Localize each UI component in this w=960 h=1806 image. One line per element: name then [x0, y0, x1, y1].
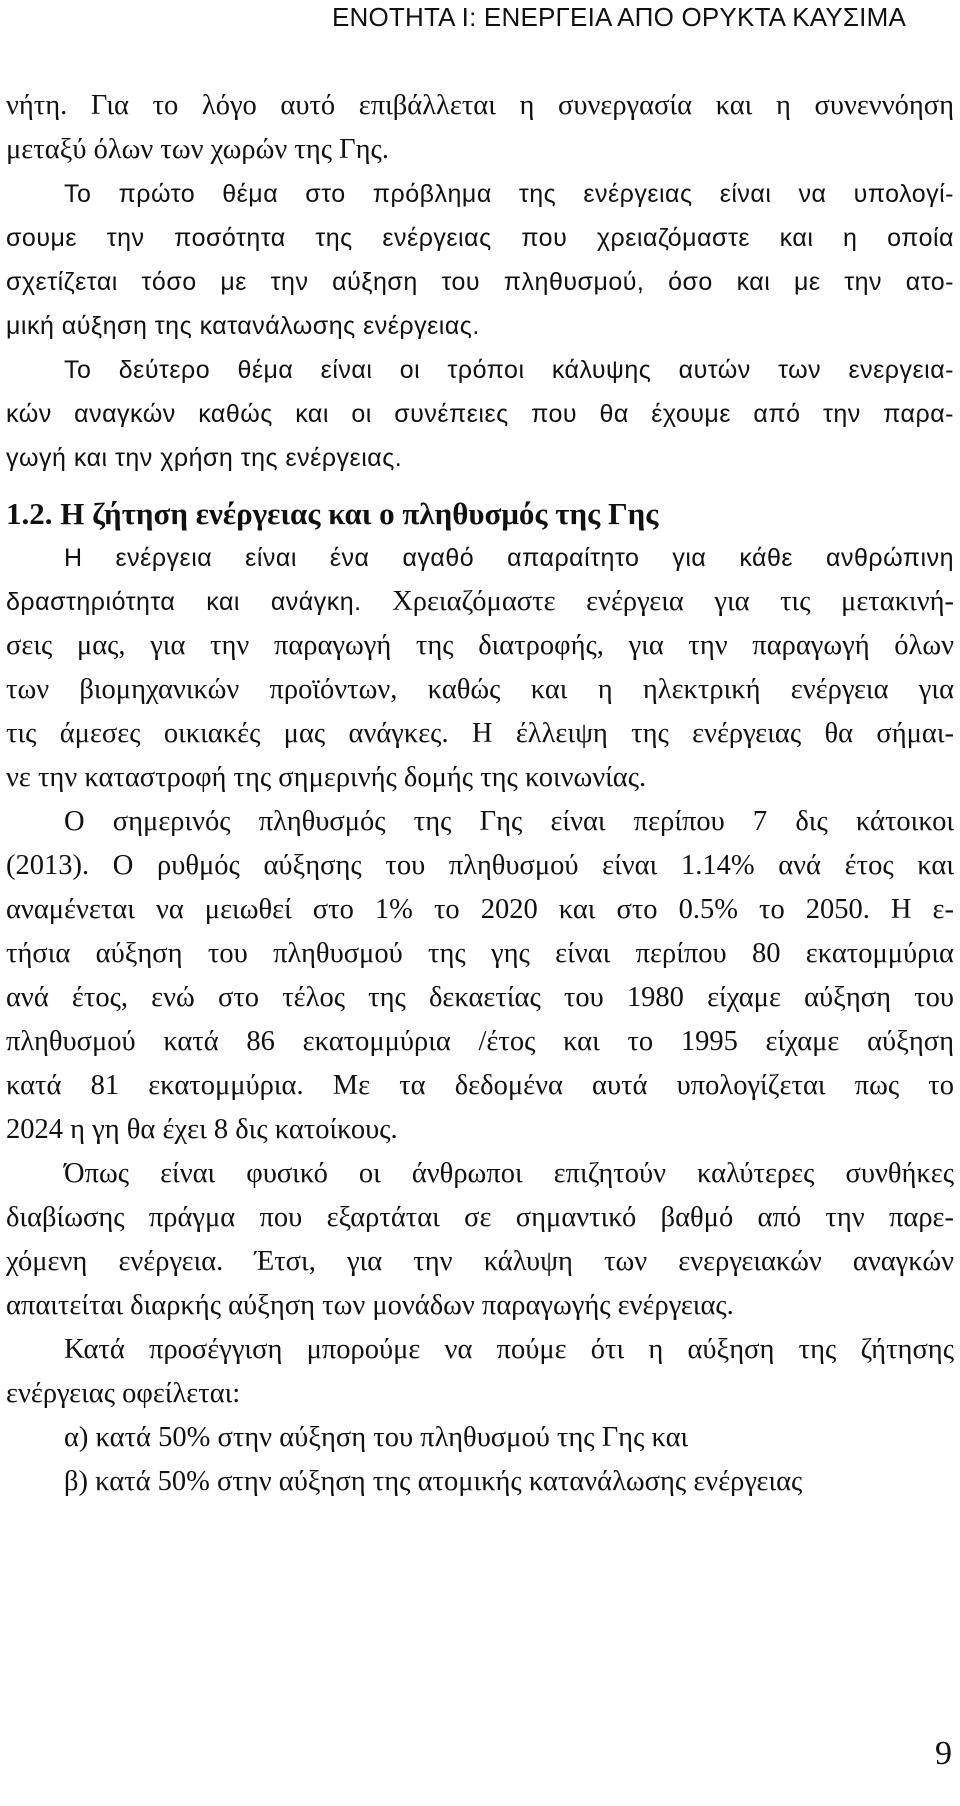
text-line: αναμένεται να μειωθεί στο 1% το 2020 και στο 0.5% το 2050. Η ε-	[6, 894, 954, 925]
text-line: Κατά προσέγγιση μπορούμε να πούμε ότι η αύξηση της ζήτησης	[64, 1334, 954, 1365]
text-line: Όπως είναι φυσικό οι άνθρωποι επιζητούν καλύτερες συνθήκες	[64, 1158, 954, 1189]
text-line: σχετίζεται τόσο με την αύξηση του πληθυσμού, όσο και με την ατο-	[6, 268, 954, 296]
text-line: μεταξύ όλων των χωρών της Γης.	[6, 134, 389, 165]
list-item: β) κατά 50% στην αύξηση της ατομικής κατανάλωσης ενέργειας	[64, 1466, 803, 1497]
text-line: (2013). Ο ρυθμός αύξησης του πληθυσμού είναι 1.14% ανά έτος και	[6, 850, 954, 881]
paragraph-second-topic	[6, 348, 954, 480]
text-line: απαιτείται διαρκής αύξηση των μονάδων παραγωγής ενέργειας.	[6, 1290, 734, 1321]
paragraph-population	[6, 800, 954, 1152]
text-line: σουμε την ποσότητα της ενέργειας που χρειαζόμαστε και η οποία	[6, 224, 954, 252]
running-header: ΕΝΟΤΗΤΑ Ι: ΕΝΕΡΓΕΙΑ ΑΠΟ ΟΡΥΚΤΑ ΚΑΥΣΙΜΑ	[331, 2, 906, 32]
text-line: 2024 η γη θα έχει 8 δις κατοίκους.	[6, 1114, 398, 1145]
list-item: α) κατά 50% στην αύξηση του πληθυσμού της Γης και	[64, 1422, 689, 1453]
text-line: ενέργειας οφείλεται:	[6, 1378, 241, 1409]
paragraph-demand-causes	[6, 1328, 954, 1416]
text-span: Χρειαζόμαστε ενέργεια για τις μετακινή-	[361, 586, 954, 617]
paragraph-first-topic	[6, 172, 954, 348]
text-line-mixed	[6, 580, 954, 624]
text-line: νήτη. Για το λόγο αυτό επιβάλλεται η συνεργασία και η συνεννόηση	[6, 90, 954, 121]
paragraph-living-conditions	[6, 1152, 954, 1328]
text-line: νε την καταστροφή της σημερινής δομής της κοινωνίας.	[6, 762, 647, 793]
text-line: διαβίωσης πράγμα που εξαρτάται σε σημαντικό βαθμό από την παρε-	[6, 1202, 954, 1233]
page-number: 9	[935, 1735, 952, 1772]
text-line: κατά 81 εκατομμύρια. Με τα δεδομένα αυτά υπολογίζεται πως το	[6, 1070, 954, 1101]
text-line: ανά έτος, ενώ στο τέλος της δεκαετίας του 1980 είχαμε αύξηση του	[6, 982, 954, 1013]
page-body	[6, 84, 954, 1504]
text-line: τήσια αύξηση του πληθυσμού της γης είναι περίπου 80 εκατομμύρια	[6, 938, 954, 969]
section-heading: 1.2. Η ζήτηση ενέργειας και ο πληθυσμός της Γης	[6, 496, 659, 531]
text-line: Το δεύτερο θέμα είναι οι τρόποι κάλυψης αυτών των ενεργεια-	[64, 356, 954, 384]
paragraph-energy-demand	[6, 536, 954, 800]
text-line: σεις μας, για την παραγωγή της διατροφής, για την παραγωγή όλων	[6, 630, 954, 661]
paragraph-continuation	[6, 84, 954, 172]
text-line: Ο σημερινός πληθυσμός της Γης είναι περίπου 7 δις κάτοικοι	[64, 806, 954, 837]
text-line: Το πρώτο θέμα στο πρόβλημα της ενέργειας είναι να υπολογί-	[64, 180, 954, 208]
text-line: κών αναγκών καθώς και οι συνέπειες που θα έχουμε από την παρα-	[6, 400, 954, 428]
text-line: των βιομηχανικών προϊόντων, καθώς και η ηλεκτρική ενέργεια για	[6, 674, 954, 705]
text-line: γωγή και την χρήση της ενέργειας.	[6, 444, 403, 472]
causes-list	[6, 1416, 954, 1504]
text-span: δραστηριότητα και ανάγκη.	[6, 588, 362, 616]
text-line: τις άμεσες οικιακές μας ανάγκες. Η έλλειψη της ενέργειας θα σήμαι-	[6, 718, 954, 749]
text-line: χόμενη ενέργεια. Έτσι, για την κάλυψη των ενεργειακών αναγκών	[6, 1246, 954, 1277]
text-line: μική αύξηση της κατανάλωσης ενέργειας.	[6, 312, 480, 340]
text-line: πληθυσμού κατά 86 εκατομμύρια /έτος και το 1995 είχαμε αύξηση	[6, 1026, 954, 1057]
text-line: Η ενέργεια είναι ένα αγαθό απαραίτητο για κάθε ανθρώπινη	[64, 544, 954, 572]
